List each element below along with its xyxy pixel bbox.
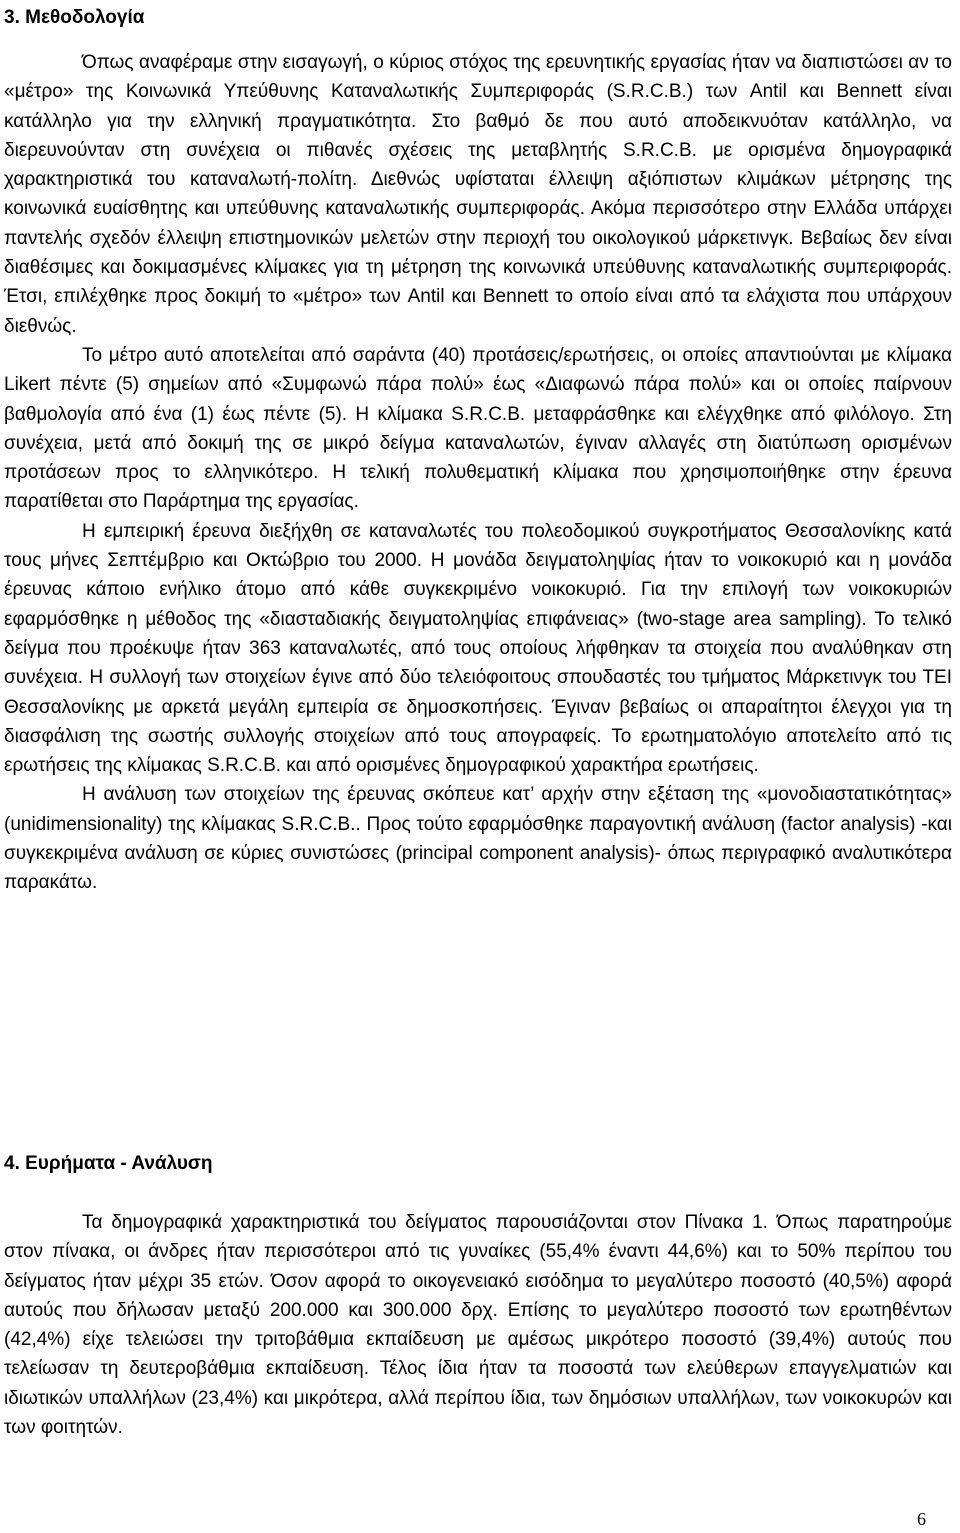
paragraph: Όπως αναφέραμε στην εισαγωγή, ο κύριος στόχος της ερευνητικής εργασίας ήταν να διαπιστώσει αν το «μέτρο» της Κοινωνικά Υπεύθυνης Καταναλωτικής Συμπεριφοράς (S.R.C.B.) των Antil και Bennett είναι κατάλληλο για την ελληνική πραγματικότητα. Στο βαθμό δε που αυτό αποδεικνυόταν κατάλληλο, να διερευνούνταν στη συνέχεια οι πιθανές σχέσεις της μεταβλητής S.R.C.B. με ορισμένα δημογραφικά χαρακτηριστικά του καταναλωτή-πολίτη. Διεθνώς υφίσταται έλλειψη αξιόπιστων κλιμάκων μέτρησης της κοινωνικά ευαίσθητης και υπεύθυνης καταναλωτικής συμπεριφοράς. Ακόμα περισσότερο στην Ελλάδα υπάρχει παντελής σχεδόν έλλειψη επιστημονικών μελετών στην περιοχή του οικολογικού μάρκετινγκ. Βεβαίως δεν είναι διαθέσιμες και δοκιμασμένες κλίμακες για τη μέτρηση της κοινωνικά υπεύθυνης καταναλωτικής συμπεριφοράς. Έτσι, επιλέχθηκε προς δοκιμή το «μέτρο» των Antil και Bennett το οποίο είναι από τα ελάχιστα που υπάρχουν διεθνώς. [4,52,952,337]
section-heading-methodology: 3. Μεθοδολογία [4,7,145,28]
section-heading-findings: 4. Ευρήματα - Ανάλυση [4,1153,213,1174]
page-number: 6 [917,1509,926,1529]
findings-body [4,1208,952,1442]
paragraph: Η ανάλυση των στοιχείων της έρευνας σκόπευε κατ’ αρχήν στην εξέταση της «μονοδιαστατικότητας» (unidimensionality) της κλίμακας S.R.C.B.. Προς τούτο εφαρμόσθηκε παραγοντική ανάλυση (factor analysis) -και συγκεκριμένα ανάλυση σε κύριες συνιστώσες (principal component analysis)- όπως περιγραφικό αναλυτικότερα παρακάτω. [4,784,952,894]
paragraph: Η εμπειρική έρευνα διεξήχθη σε καταναλωτές του πολεοδομικού συγκροτήματος Θεσσαλονίκης κατά τους μήνες Σεπτέμβριο και Οκτώβριο του 2000. Η μονάδα δειγματοληψίας ήταν το νοικοκυριό και η μονάδα έρευνας κάποιο ενήλικο άτομο από κάθε συγκεκριμένο νοικοκυριό. Για την επιλογή των νοικοκυριών εφαρμόσθηκε η μέθοδος της «διασταδιακής δειγματοληψίας επιφάνειας» (two-stage area sampling). Το τελικό δείγμα που προέκυψε ήταν 363 καταναλωτές, από τους οποίους λήφθηκαν τα στοιχεία που αναλύθηκαν στη συνέχεια. Η συλλογή των στοιχείων έγινε από δύο τελειόφοιτους σπουδαστές του τμήματος Μάρκετινγκ του ΤΕΙ Θεσσαλονίκης με αρκετά μεγάλη εμπειρία σε δημοσκοπήσεις. Έγιναν βεβαίως οι απαραίτητοι έλεγχοι για τη διασφάλιση της σωστής συλλογής στοιχείων από τους απογραφείς. Το ερωτηματολόγιο αποτελείτο από τις ερωτήσεις της κλίμακας S.R.C.B. και από ορισμένες δημογραφικού χαρακτήρα ερωτήσεις. [4,520,952,777]
methodology-body [4,48,952,898]
paragraph: Τα δημογραφικά χαρακτηριστικά του δείγματος παρουσιάζονται στον Πίνακα 1. Όπως παρατηρούμε στον πίνακα, οι άνδρες ήταν περισσότεροι από τις γυναίκες (55,4% έναντι 44,6%) και το 50% περίπου του δείγματος ήταν μέχρι 35 ετών. Όσον αφορά το οικογενειακό εισόδημα το μεγαλύτερο ποσοστό (40,5%) αφορά αυτούς που δήλωσαν μεταξύ 200.000 και 300.000 δρχ. Επίσης το μεγαλύτερο ποσοστό των ερωτηθέντων (42,4%) είχε τελειώσει την τριτοβάθμια εκπαίδευση με αμέσως μικρότερο ποσοστό (39,4%) αυτούς που τελείωσαν τη δευτεροβάθμια εκπαίδευση. Τέλος ίδια ήταν τα ποσοστά των ελεύθερων επαγγελματιών και ιδιωτικών υπαλλήλων (23,4%) και μικρότερα, αλλά περίπου ίδια, των δημόσιων υπαλλήλων, των νοικοκυρών και των φοιτητών. [4,1212,952,1439]
paragraph: Το μέτρο αυτό αποτελείται από σαράντα (40) προτάσεις/ερωτήσεις, οι οποίες απαντιούνται με κλίμακα Likert πέντε (5) σημείων από «Συμφωνώ πάρα πολύ» έως «Διαφωνώ πάρα πολύ» και οι οποίες παίρνουν βαθμολογία από ένα (1) έως πέντε (5). Η κλίμακα S.R.C.B. μεταφράσθηκε και ελέγχθηκε από φιλόλογο. Στη συνέχεια, μετά από δοκιμή της σε μικρό δείγμα καταναλωτών, έγιναν αλλαγές στη διατύπωση ορισμένων προτάσεων προς το ελληνικότερο. Η τελική πολυθεματική κλίμακα που χρησιμοποιήθηκε στην έρευνα παρατίθεται στο Παράρτημα της εργασίας. [4,344,952,513]
